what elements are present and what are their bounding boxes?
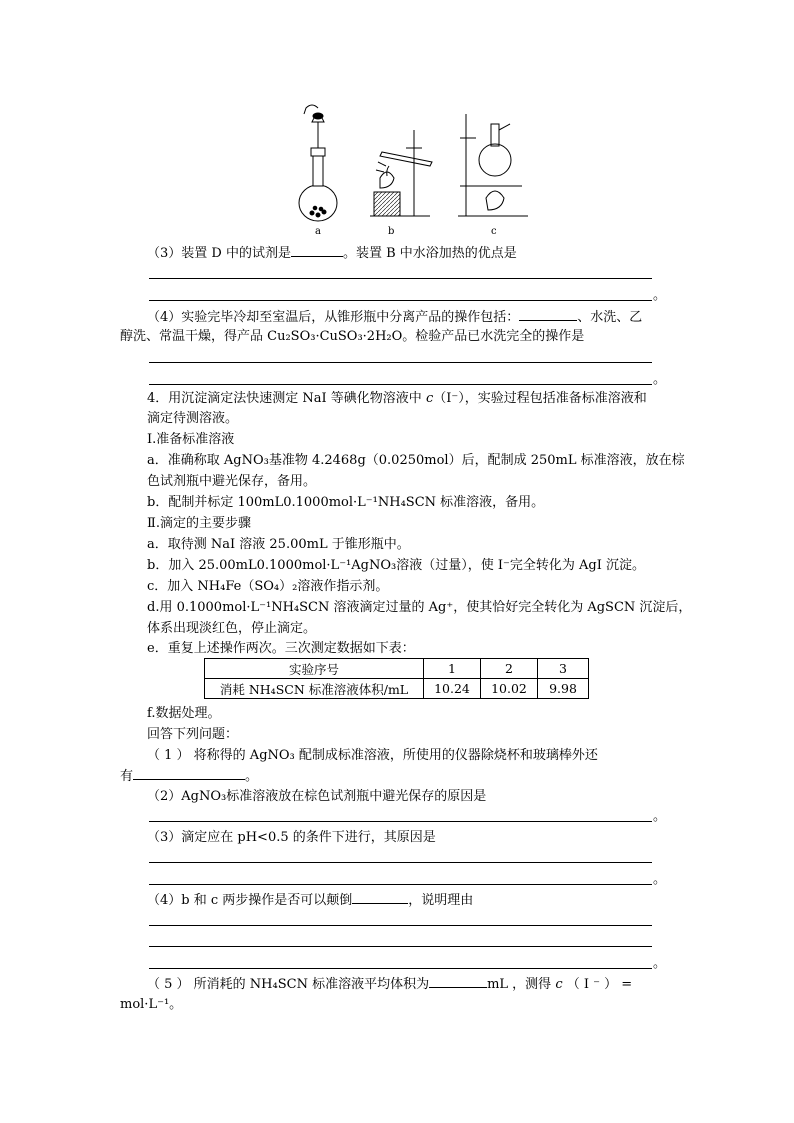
q3-sub4-line1 <box>147 308 642 327</box>
q3-sub4-end: 。 <box>653 372 667 387</box>
q4-s4-blank[interactable] <box>352 891 408 904</box>
q4-p1a-line2: 色试剂瓶中避光保存，备用。 <box>147 474 317 489</box>
q4-s1-blank[interactable] <box>133 767 245 780</box>
q4-s1-line1: （ 1 ） 将称得的 AgNO₃ 配制成标准溶液，所使用的仪器除烧杯和玻璃棒外还 <box>147 748 598 763</box>
table-header-label: 实验序号 <box>205 659 424 679</box>
q4-p2f: f.数据处理。 <box>147 706 221 721</box>
table-row-label: 消耗 NH₄SCN 标准溶液体积/mL <box>205 679 424 699</box>
q3-sub4-answer-line-1[interactable] <box>149 362 652 363</box>
q4-p2a: a．取待测 NaI 溶液 25.00mL 于锥形瓶中。 <box>147 537 410 552</box>
q4-p1b: b．配制并标定 100mL0.1000mol·L⁻¹NH₄SCN 标准溶液，备用。 <box>147 495 545 510</box>
q4-s5-line1 <box>147 975 632 994</box>
q4-s1-end: 。 <box>245 769 259 784</box>
q4-p2d-line1: d.用 0.1000mol·L⁻¹NH₄SCN 溶液滴定过量的 Ag⁺，使其恰好完全转化为 AgSCN 沉淀后， <box>147 600 692 615</box>
q4-s4-answer-line-2[interactable] <box>149 946 652 947</box>
q3-sub4-blank[interactable] <box>519 308 577 321</box>
apparatus-a <box>299 105 337 221</box>
titration-data-table <box>204 658 589 699</box>
q4-s4-answer-line-1[interactable] <box>149 925 652 926</box>
q3-sub4-text-b: 、水洗、乙 <box>577 310 643 325</box>
table-trial-3: 3 <box>538 659 589 679</box>
q4-intro-line2: 滴定待测溶液。 <box>147 411 239 426</box>
q4-s3-answer-line-1[interactable] <box>149 862 652 863</box>
figure-label-c: c <box>491 226 497 237</box>
q4-intro-text-a: 4．用沉淀滴定法快速测定 NaI 等碘化物溶液中 <box>147 391 426 406</box>
q4-p2d-line2: 体系出现淡红色，停止滴定。 <box>147 621 317 636</box>
q4-s5-text-a: （ 5 ） 所消耗的 NH₄SCN 标准溶液平均体积为 <box>147 977 430 992</box>
q4-p2b: b．加入 25.00mL0.1000mol·L⁻¹AgNO₃溶液（过量），使 I⁻完全转化为 AgI 沉淀。 <box>147 558 645 573</box>
apparatus-c <box>458 114 528 216</box>
q3-sub3-end: 。 <box>653 288 667 303</box>
figure-label-a: a <box>315 226 321 237</box>
apparatus-b <box>370 130 432 216</box>
q4-s1-line2 <box>120 767 258 786</box>
q4-s2-answer-line[interactable] <box>149 821 652 822</box>
q4-part1-title: Ⅰ.准备标准溶液 <box>147 432 235 447</box>
q4-s4-end: 。 <box>653 956 667 971</box>
q4-part2-title: Ⅱ.滴定的主要步骤 <box>147 516 251 531</box>
table-volume-1: 10.24 <box>424 679 481 699</box>
table-header-row <box>205 659 589 679</box>
q3-sub3-text-a: 装置 D 中的试剂是 <box>181 246 291 261</box>
q4-s2-end: 。 <box>653 809 667 824</box>
q4-intro-text-b: （I⁻），实验过程包括准备标准溶液和 <box>433 391 647 406</box>
table-trial-1: 1 <box>424 659 481 679</box>
q4-s3-answer-line-2[interactable] <box>149 884 652 885</box>
q3-sub3-blank[interactable] <box>291 244 343 257</box>
q4-s4-text-a: （4）b 和 c 两步操作是否可以颠倒 <box>147 893 353 908</box>
q4-s4-text-b: ，说明理由 <box>408 893 474 908</box>
q3-sub3-answer-line-2[interactable] <box>149 300 652 301</box>
table-volume-2: 10.02 <box>481 679 538 699</box>
q4-answer-intro: 回答下列问题： <box>147 727 239 742</box>
q4-p2e: e．重复上述操作两次。三次测定数据如下表： <box>147 641 415 656</box>
q4-p1a-line1: a．准确称取 AgNO₃基准物 4.2468g（0.0250mol）后，配制成 250mL 标准溶液，放在棕 <box>147 453 685 468</box>
q3-sub4-answer-line-2[interactable] <box>149 384 652 385</box>
q3-sub4-text-a: （4）实验完毕冷却至室温后，从锥形瓶中分离产品的操作包括： <box>147 310 520 325</box>
q4-intro-line1 <box>147 390 647 408</box>
table-data-row <box>205 679 589 699</box>
q3-sub4-line2: 醇洗、常温干燥，得产品 Cu₂SO₃·CuSO₃·2H₂O。检验产品已水洗完全的操作是 <box>120 329 585 344</box>
q4-s4-answer-line-3[interactable] <box>149 968 652 969</box>
figure-label-b: b <box>388 226 395 237</box>
q3-sub3-text-b: 。装置 B 中水浴加热的优点是 <box>342 246 517 261</box>
apparatus-figure <box>290 100 530 240</box>
q4-s5-line2: mol·L⁻¹。 <box>120 997 183 1012</box>
q4-s1-text: 有 <box>120 769 134 784</box>
q4-s3-end: 。 <box>653 872 667 887</box>
q3-sub3-line <box>147 244 517 263</box>
q4-s5-blank[interactable] <box>429 975 487 988</box>
q4-s2: （2）AgNO₃标准溶液放在棕色试剂瓶中避光保存的原因是 <box>147 789 487 804</box>
q4-s5-text-d: （ I ⁻ ） = <box>562 977 633 992</box>
q4-s3: （3）滴定应在 pH<0.5 的条件下进行，其原因是 <box>147 830 436 845</box>
q4-intro-c: c <box>425 391 434 406</box>
q4-s4-line <box>147 891 473 910</box>
q3-sub3-label: （3） <box>147 246 182 261</box>
q4-p2c: c．加入 NH₄Fe（SO₄）₂溶液作指示剂。 <box>147 579 389 594</box>
table-trial-2: 2 <box>481 659 538 679</box>
table-volume-3: 9.98 <box>538 679 589 699</box>
q4-s5-c: c <box>555 977 563 992</box>
q4-s5-text-b: mL ，测得 <box>487 977 556 992</box>
q3-sub3-answer-line-1[interactable] <box>149 278 652 279</box>
